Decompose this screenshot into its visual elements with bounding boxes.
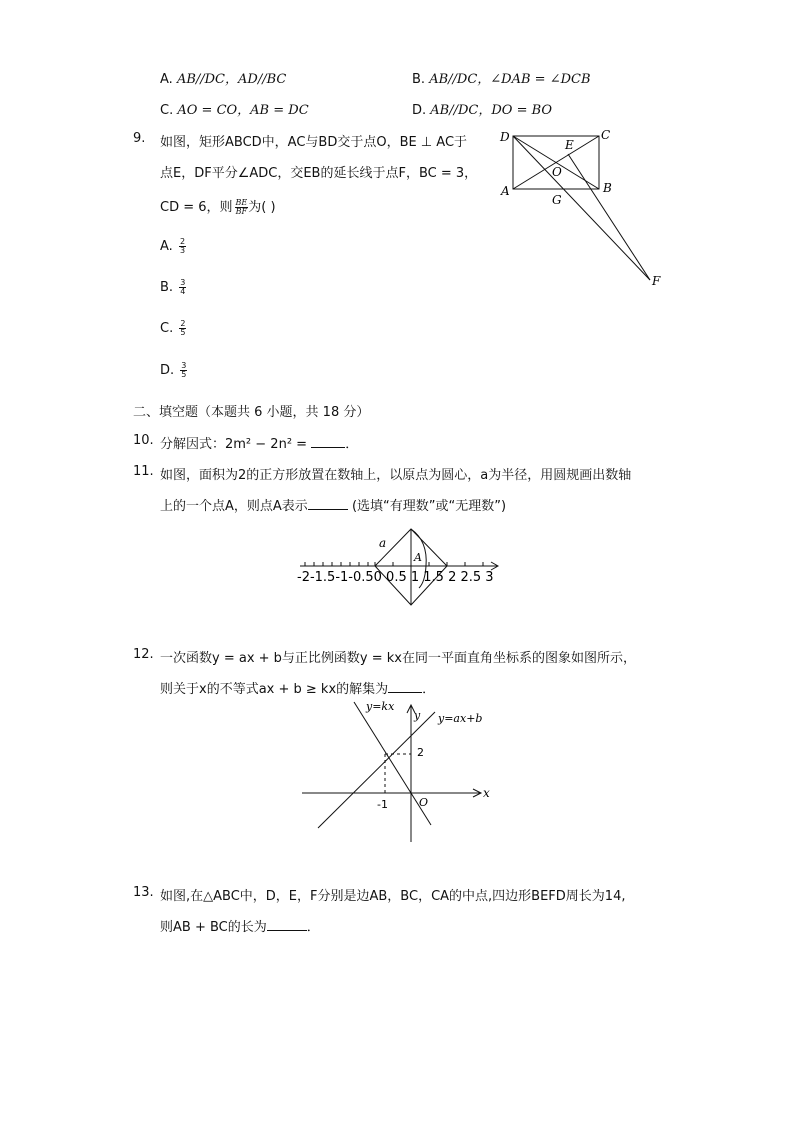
q11-number-line-figure	[295, 516, 505, 610]
q11-number: 11.	[133, 464, 154, 479]
option-8a[interactable]: A. AB//DC，AD//BC	[160, 72, 287, 87]
q9-fraction: $\frac{BE}{BF}$	[235, 198, 248, 216]
q12-function-graph	[297, 694, 502, 844]
q10-text: 分解因式：2m² − 2n² = ．	[160, 437, 359, 452]
option-9a[interactable]: A. $\frac{2}{3}$	[160, 237, 186, 255]
label-neg-one: -1	[377, 798, 388, 811]
label-o: O	[552, 165, 562, 179]
label-d: D	[500, 130, 510, 144]
axis-ticks	[305, 562, 483, 566]
line-ef	[568, 154, 650, 280]
q13-number: 13.	[133, 885, 154, 900]
option-9c[interactable]: C. $\frac{2}{5}$	[160, 319, 186, 337]
label-radius-a: a	[379, 536, 387, 550]
q9-rectangle-figure	[495, 125, 670, 295]
option-8b[interactable]: B. AB//DC，∠DAB = ∠DCB	[412, 72, 591, 87]
bisector-df	[513, 136, 650, 280]
label-point-a: A	[414, 551, 422, 564]
axis-tick-labels: -2-1.5-1-0.50 0.5 1 1.5 2 2.5 3	[297, 570, 494, 585]
label-e: E	[565, 138, 574, 152]
q11-line2: 上的一个点A，则点A表示 (选填“有理数”或“无理数”)	[160, 499, 507, 514]
section2-title: 二、填空题（本题共 6 小题，共 18 分）	[133, 405, 370, 420]
q11-answer-blank[interactable]	[308, 497, 348, 510]
q10-answer-blank[interactable]	[311, 435, 345, 448]
q9-number: 9.	[133, 131, 146, 146]
label-c: C	[601, 128, 611, 142]
label-y-kx: y=kx	[366, 700, 395, 713]
label-b: B	[603, 181, 612, 195]
q12-answer-blank[interactable]	[388, 680, 422, 693]
option-9b[interactable]: B. $\frac{3}{4}$	[160, 278, 186, 296]
q9-line1: 如图，矩形ABCD中，AC与BD交于点O，BE ⊥ AC于	[160, 135, 468, 150]
label-y-axis: y	[414, 709, 421, 722]
option-9d[interactable]: D. $\frac{3}{5}$	[160, 361, 187, 379]
label-y-ax-b: y=ax+b	[438, 712, 483, 725]
q12-line2: 则关于x的不等式ax + b ≥ kx的解集为 ．	[160, 682, 436, 697]
q11-line1: 如图，面积为2的正方形放置在数轴上，以原点为圆心，a为半径，用圆规画出数轴	[160, 468, 632, 483]
label-two: 2	[417, 746, 424, 759]
q10-number: 10.	[133, 433, 154, 448]
q9-line3: CD = 6，则 $\frac{BE}{BF}$ 为( )	[160, 198, 276, 216]
label-x-axis: x	[483, 786, 490, 800]
q13-line2: 则AB + BC的长为 ．	[160, 920, 320, 935]
option-8d[interactable]: D. AB//DC，DO = BO	[412, 103, 553, 118]
label-origin: O	[419, 796, 429, 809]
q12-line1: 一次函数y = ax + b与正比例函数y = kx在同一平面直角坐标系的图象如图所示，	[160, 651, 636, 666]
q12-number: 12.	[133, 647, 154, 662]
q9-line2: 点E，DF平分∠ADC，交EB的延长线于点F，BC = 3，	[160, 166, 478, 181]
label-g: G	[552, 193, 562, 207]
option-8c[interactable]: C. AO = CO，AB = DC	[160, 103, 309, 118]
q13-line1: 如图,在△ABC中，D，E，F分别是边AB，BC，CA的中点,四边形BEFD周长为14,	[160, 889, 626, 904]
q13-answer-blank[interactable]	[267, 918, 307, 931]
label-a: A	[501, 184, 510, 198]
label-f: F	[652, 274, 661, 288]
